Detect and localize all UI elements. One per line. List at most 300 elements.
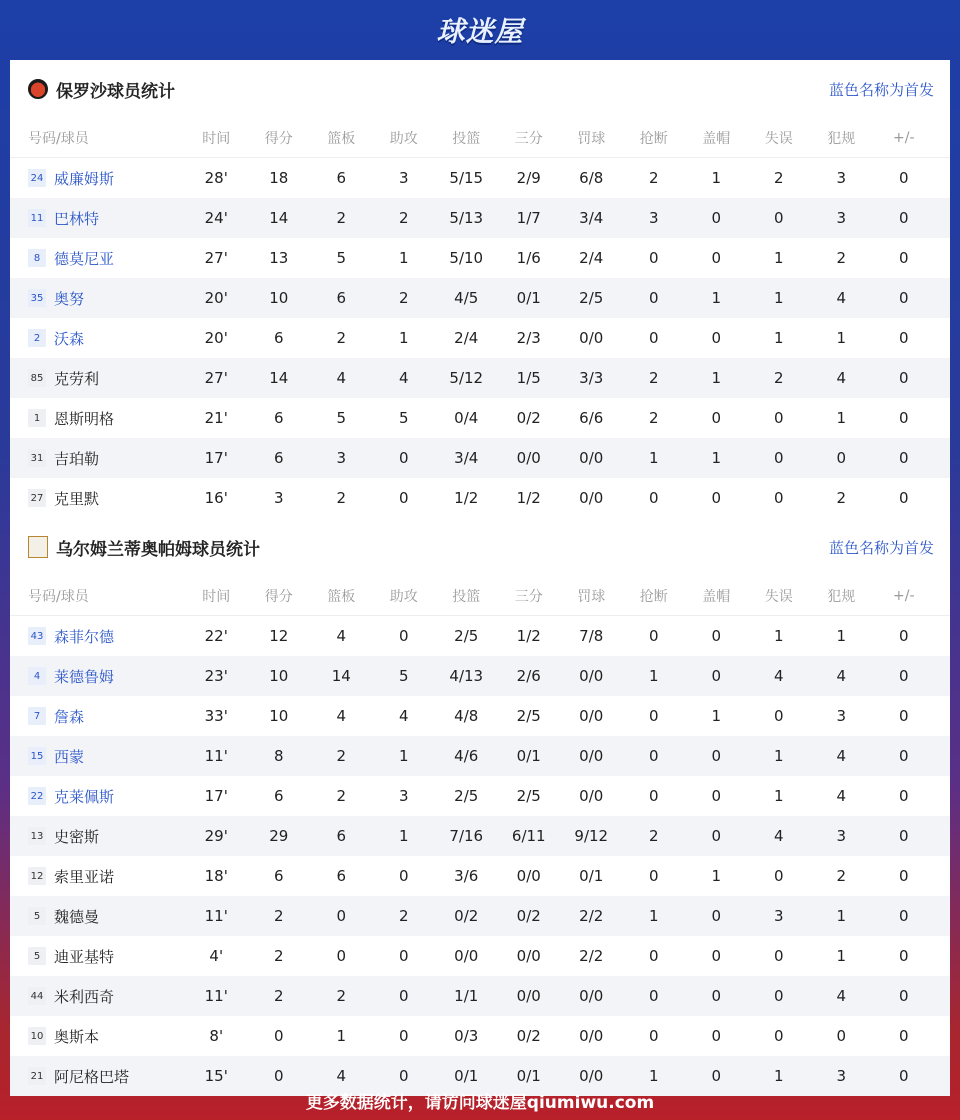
stat-cell: 1 — [711, 449, 722, 467]
player-row[interactable] — [10, 158, 950, 198]
column-header: 号码/球员 — [28, 588, 89, 605]
jersey-number-badge: 43 — [28, 627, 46, 645]
column-header: 得分 — [264, 130, 293, 147]
team-section — [10, 60, 950, 518]
stat-cell: 3 — [836, 827, 847, 845]
column-header: 投篮 — [452, 588, 481, 605]
stat-cell: 0 — [711, 1067, 722, 1085]
player-name[interactable]: 恩斯明格 — [54, 409, 115, 428]
team-title — [28, 535, 260, 560]
stat-cell: 1 — [648, 1067, 659, 1085]
jersey-number-badge: 5 — [28, 907, 46, 925]
stat-cell: 1 — [336, 1027, 347, 1045]
stat-cell: 0 — [711, 209, 722, 227]
stat-cell: 2 — [336, 489, 347, 507]
stat-cell: 1 — [836, 907, 847, 925]
stat-cell: 11' — [204, 907, 228, 925]
player-name[interactable]: 奥斯本 — [54, 1027, 100, 1046]
player-name[interactable]: 阿尼格巴塔 — [54, 1067, 130, 1086]
stat-cell: 2/2 — [579, 907, 604, 925]
player-name[interactable]: 沃森 — [54, 329, 85, 348]
stat-cell: 2/2 — [579, 947, 604, 965]
stat-cell: 4 — [773, 827, 784, 845]
stat-cell: 0 — [898, 947, 909, 965]
stat-cell: 2/9 — [516, 169, 541, 187]
stat-cell: 2 — [273, 907, 284, 925]
stat-cell: 5/12 — [449, 369, 484, 387]
jersey-number-badge: 85 — [28, 369, 46, 387]
stat-cell: 0 — [898, 987, 909, 1005]
stat-cell: 0 — [898, 1027, 909, 1045]
stat-cell: 1 — [773, 1067, 784, 1085]
jersey-number-badge: 1 — [28, 409, 46, 427]
column-header: +/- — [893, 587, 915, 604]
stat-cell: 6 — [273, 867, 284, 885]
stat-cell: 4 — [336, 707, 347, 725]
stat-cell: 0 — [398, 1027, 409, 1045]
stat-cell: 0 — [273, 1067, 284, 1085]
player-cell — [10, 208, 185, 229]
column-header: 抢断 — [639, 588, 668, 605]
stat-cell: 28' — [204, 169, 228, 187]
stat-cell: 6 — [336, 169, 347, 187]
player-cell — [10, 168, 185, 189]
stat-cell: 3/4 — [579, 209, 604, 227]
stat-cell: 0 — [648, 787, 659, 805]
column-header: 罚球 — [577, 130, 606, 147]
stat-cell: 4/5 — [454, 289, 479, 307]
stat-cell: 1/5 — [516, 369, 541, 387]
stat-cell: 1 — [773, 747, 784, 765]
team-name: 保罗沙球员统计 — [56, 81, 175, 102]
stat-cell: 5/13 — [449, 209, 484, 227]
stat-cell: 2/3 — [516, 329, 541, 347]
stat-cell: 7/8 — [579, 627, 604, 645]
player-cell — [10, 288, 185, 309]
column-header: 篮板 — [327, 130, 356, 147]
stats-card — [10, 60, 950, 1086]
stat-cell: 2 — [648, 409, 659, 427]
stat-cell: 4 — [336, 1067, 347, 1085]
stat-cell: 2 — [336, 787, 347, 805]
stat-cell: 2 — [648, 827, 659, 845]
team-name: 乌尔姆兰蒂奥帕姆球员统计 — [56, 539, 260, 560]
stat-cell: 0/0 — [579, 747, 604, 765]
player-row[interactable] — [10, 856, 950, 896]
stat-cell: 17' — [204, 449, 228, 467]
stat-cell: 33' — [204, 707, 228, 725]
stat-cell: 1 — [711, 867, 722, 885]
player-row[interactable] — [10, 776, 950, 816]
player-row[interactable] — [10, 976, 950, 1016]
player-name[interactable]: 魏德曼 — [54, 907, 100, 926]
player-name[interactable]: 克劳利 — [54, 369, 100, 388]
stat-cell: 2 — [648, 169, 659, 187]
stat-cell: 0 — [898, 369, 909, 387]
stat-cell: 1/6 — [516, 249, 541, 267]
stat-cell: 0/0 — [579, 329, 604, 347]
player-name[interactable]: 克里默 — [54, 489, 100, 508]
stat-cell: 2/5 — [454, 787, 479, 805]
stat-cell: 0 — [398, 947, 409, 965]
player-name[interactable]: 森菲尔德 — [54, 627, 115, 646]
stat-cell: 0 — [898, 907, 909, 925]
player-row[interactable] — [10, 238, 950, 278]
stat-cell: 4/6 — [454, 747, 479, 765]
stat-cell: 0/0 — [579, 987, 604, 1005]
basketball-logo-icon — [28, 79, 48, 99]
column-header: 时间 — [202, 130, 231, 147]
stat-cell: 0/0 — [454, 947, 479, 965]
stat-cell: 1 — [836, 627, 847, 645]
stat-cell: 1 — [648, 449, 659, 467]
column-header: 三分 — [514, 588, 543, 605]
stat-cell: 0 — [711, 1027, 722, 1045]
stat-cell: 0 — [648, 1027, 659, 1045]
jersey-number-badge: 24 — [28, 169, 46, 187]
stat-cell: 2 — [336, 209, 347, 227]
stat-cell: 2/4 — [454, 329, 479, 347]
stat-cell: 0 — [711, 947, 722, 965]
stat-cell: 3 — [836, 1067, 847, 1085]
stat-cell: 0/0 — [579, 707, 604, 725]
column-header: 盖帽 — [702, 130, 731, 147]
stat-cell: 21' — [204, 409, 228, 427]
column-header: 三分 — [514, 130, 543, 147]
column-header: 抢断 — [639, 130, 668, 147]
stat-cell: 0/1 — [516, 1067, 541, 1085]
stat-cell: 5 — [398, 667, 409, 685]
player-row[interactable] — [10, 198, 950, 238]
stat-cell: 0/0 — [516, 947, 541, 965]
stat-cell: 10 — [269, 667, 289, 685]
stat-cell: 3 — [398, 787, 409, 805]
stat-cell: 0 — [773, 489, 784, 507]
player-name[interactable]: 米利西奇 — [54, 987, 115, 1006]
stat-cell: 0 — [648, 867, 659, 885]
stat-cell: 0 — [398, 867, 409, 885]
player-cell — [10, 706, 185, 727]
player-name[interactable]: 迪亚基特 — [54, 947, 115, 966]
stat-cell: 0 — [836, 1027, 847, 1045]
stat-cell: 2 — [773, 169, 784, 187]
column-header: 盖帽 — [702, 588, 731, 605]
player-row[interactable] — [10, 438, 950, 478]
stat-cell: 0/0 — [579, 1067, 604, 1085]
stat-cell: 1/2 — [516, 627, 541, 645]
stat-cell: 0 — [898, 627, 909, 645]
stat-cell: 1 — [398, 747, 409, 765]
stat-cell: 0/2 — [454, 907, 479, 925]
player-row[interactable] — [10, 696, 950, 736]
column-header: +/- — [893, 129, 915, 146]
stat-cell: 2/5 — [579, 289, 604, 307]
stat-cell: 14 — [331, 667, 351, 685]
footer-banner[interactable] — [0, 1080, 960, 1120]
stat-cell: 0/0 — [579, 489, 604, 507]
stat-cell: 3 — [336, 449, 347, 467]
stat-cell: 17' — [204, 787, 228, 805]
stat-cell: 0 — [648, 707, 659, 725]
stat-cell: 1/7 — [516, 209, 541, 227]
player-row[interactable] — [10, 478, 950, 518]
stat-cell: 1 — [711, 707, 722, 725]
stat-cell: 11' — [204, 747, 228, 765]
jersey-number-badge: 13 — [28, 827, 46, 845]
player-name[interactable]: 克莱佩斯 — [54, 787, 115, 806]
stat-cell: 15' — [204, 1067, 228, 1085]
stat-cell: 7/16 — [449, 827, 484, 845]
stat-cell: 6 — [273, 787, 284, 805]
stat-cell: 2/6 — [516, 667, 541, 685]
stat-cell: 2 — [336, 747, 347, 765]
player-name[interactable]: 索里亚诺 — [54, 867, 115, 886]
stat-cell: 6 — [336, 827, 347, 845]
column-header: 犯规 — [827, 588, 856, 605]
brand-logo-text: 球迷屋 — [436, 15, 524, 48]
stat-cell: 0 — [898, 169, 909, 187]
stat-cell: 0 — [398, 449, 409, 467]
stat-cell: 0 — [711, 249, 722, 267]
stat-cell: 3/4 — [454, 449, 479, 467]
stat-cell: 4' — [209, 947, 224, 965]
stat-cell: 4 — [836, 987, 847, 1005]
stat-cell: 0/0 — [516, 449, 541, 467]
stat-cell: 8 — [273, 747, 284, 765]
stat-cell: 0 — [711, 627, 722, 645]
stat-cell: 27' — [204, 369, 228, 387]
stat-cell: 0 — [898, 867, 909, 885]
player-name[interactable]: 史密斯 — [54, 827, 100, 846]
stat-cell: 0 — [898, 667, 909, 685]
jersey-number-badge: 5 — [28, 947, 46, 965]
stat-cell: 2 — [398, 289, 409, 307]
stat-cell: 1 — [398, 249, 409, 267]
section-header — [10, 60, 950, 118]
player-cell — [10, 368, 185, 389]
stat-cell: 5 — [398, 409, 409, 427]
stat-cell: 2/5 — [516, 707, 541, 725]
stat-cell: 4 — [398, 707, 409, 725]
stat-cell: 0 — [336, 907, 347, 925]
player-row[interactable] — [10, 736, 950, 776]
stat-cell: 0 — [398, 987, 409, 1005]
stat-cell: 0 — [773, 707, 784, 725]
stat-cell: 1/2 — [516, 489, 541, 507]
player-name[interactable]: 吉珀勒 — [54, 449, 100, 468]
player-row[interactable] — [10, 1016, 950, 1056]
player-name[interactable]: 德莫尼亚 — [54, 249, 115, 268]
stat-cell: 1 — [711, 289, 722, 307]
player-row[interactable] — [10, 278, 950, 318]
stat-cell: 18' — [204, 867, 228, 885]
team-section — [10, 518, 950, 1096]
stat-cell: 9/12 — [574, 827, 609, 845]
player-cell — [10, 488, 185, 509]
jersey-number-badge: 31 — [28, 449, 46, 467]
player-row[interactable] — [10, 816, 950, 856]
player-name[interactable]: 詹森 — [54, 707, 85, 726]
stat-cell: 0 — [648, 627, 659, 645]
stat-cell: 2 — [273, 987, 284, 1005]
player-name[interactable]: 威廉姆斯 — [54, 169, 115, 188]
player-row[interactable] — [10, 318, 950, 358]
player-cell — [10, 826, 185, 847]
stat-cell: 1 — [711, 369, 722, 387]
stat-cell: 0 — [898, 827, 909, 845]
stat-cell: 1 — [711, 169, 722, 187]
player-row[interactable] — [10, 398, 950, 438]
stat-cell: 0 — [773, 449, 784, 467]
stat-cell: 0 — [836, 449, 847, 467]
stat-cell: 1 — [648, 907, 659, 925]
stat-cell: 1 — [836, 947, 847, 965]
stat-cell: 4 — [836, 747, 847, 765]
stat-cell: 0/3 — [454, 1027, 479, 1045]
stat-cell: 3/3 — [579, 369, 604, 387]
stat-cell: 0 — [711, 827, 722, 845]
stat-cell: 2/5 — [454, 627, 479, 645]
stat-cell: 0 — [711, 747, 722, 765]
player-row[interactable] — [10, 656, 950, 696]
stat-cell: 0/0 — [579, 449, 604, 467]
stat-cell: 0/2 — [516, 409, 541, 427]
player-name[interactable]: 西蒙 — [54, 747, 85, 766]
stat-cell: 0 — [711, 987, 722, 1005]
stat-cell: 0 — [648, 249, 659, 267]
stat-cell: 0 — [273, 1027, 284, 1045]
stat-cell: 5 — [336, 249, 347, 267]
stat-cell: 0 — [711, 409, 722, 427]
stat-cell: 0 — [336, 947, 347, 965]
player-name[interactable]: 奥努 — [54, 289, 85, 308]
column-header: 篮板 — [327, 588, 356, 605]
stat-cell: 6/6 — [579, 409, 604, 427]
jersey-number-badge: 4 — [28, 667, 46, 685]
stat-cell: 6/11 — [511, 827, 546, 845]
stat-cell: 4 — [836, 369, 847, 387]
stat-cell: 3 — [398, 169, 409, 187]
player-cell — [10, 248, 185, 269]
column-header-row — [10, 576, 950, 616]
jersey-number-badge: 10 — [28, 1027, 46, 1045]
stat-cell: 1 — [773, 249, 784, 267]
section-header — [10, 518, 950, 576]
stat-cell: 6 — [273, 329, 284, 347]
stat-cell: 2 — [336, 329, 347, 347]
player-cell — [10, 986, 185, 1007]
stat-cell: 29' — [204, 827, 228, 845]
player-row[interactable] — [10, 896, 950, 936]
stat-cell: 2 — [398, 907, 409, 925]
column-header-row — [10, 118, 950, 158]
jersey-number-badge: 11 — [28, 209, 46, 227]
player-name[interactable]: 巴林特 — [54, 209, 100, 228]
stat-cell: 10 — [269, 289, 289, 307]
stat-cell: 0/1 — [516, 747, 541, 765]
column-header: 失误 — [764, 130, 793, 147]
stat-cell: 12 — [269, 627, 289, 645]
stat-cell: 4 — [836, 787, 847, 805]
stat-cell: 29 — [269, 827, 289, 845]
column-header: 失误 — [764, 588, 793, 605]
stat-cell: 1 — [398, 329, 409, 347]
stat-cell: 0/0 — [516, 867, 541, 885]
player-cell — [10, 786, 185, 807]
player-cell — [10, 746, 185, 767]
player-cell — [10, 408, 185, 429]
stat-cell: 1/1 — [454, 987, 479, 1005]
stat-cell: 0 — [711, 667, 722, 685]
stat-cell: 1/2 — [454, 489, 479, 507]
stat-cell: 0 — [773, 409, 784, 427]
stat-cell: 0 — [773, 209, 784, 227]
stat-cell: 1 — [773, 627, 784, 645]
jersey-number-badge: 44 — [28, 987, 46, 1005]
stat-cell: 0 — [648, 987, 659, 1005]
stat-cell: 5 — [336, 409, 347, 427]
stat-cell: 22' — [204, 627, 228, 645]
stat-cell: 3 — [773, 907, 784, 925]
stat-cell: 1 — [773, 329, 784, 347]
stat-cell: 0 — [398, 627, 409, 645]
stat-cell: 0 — [898, 249, 909, 267]
stat-cell: 1 — [648, 667, 659, 685]
column-header: 投篮 — [452, 130, 481, 147]
stat-cell: 0 — [648, 329, 659, 347]
stat-cell: 2 — [773, 369, 784, 387]
jersey-number-badge: 27 — [28, 489, 46, 507]
stat-cell: 2 — [648, 369, 659, 387]
stat-cell: 1 — [398, 827, 409, 845]
stat-cell: 14 — [269, 369, 289, 387]
player-row[interactable] — [10, 616, 950, 656]
stat-cell: 0 — [648, 489, 659, 507]
stat-cell: 13 — [269, 249, 289, 267]
stat-cell: 2 — [836, 489, 847, 507]
column-header: 助攻 — [389, 588, 418, 605]
stat-cell: 6/8 — [579, 169, 604, 187]
stat-cell: 4 — [398, 369, 409, 387]
player-name[interactable]: 莱德鲁姆 — [54, 667, 115, 686]
player-cell — [10, 328, 185, 349]
brand-header — [0, 0, 960, 60]
stat-cell: 0 — [898, 289, 909, 307]
jersey-number-badge: 7 — [28, 707, 46, 725]
stat-cell: 0 — [648, 747, 659, 765]
jersey-number-badge: 21 — [28, 1067, 46, 1085]
player-cell — [10, 946, 185, 967]
stat-cell: 3 — [273, 489, 284, 507]
stat-cell: 0/1 — [516, 289, 541, 307]
jersey-number-badge: 22 — [28, 787, 46, 805]
stat-cell: 6 — [273, 449, 284, 467]
stat-cell: 0 — [773, 1027, 784, 1045]
player-row[interactable] — [10, 358, 950, 398]
stat-cell: 4 — [773, 667, 784, 685]
column-header: 助攻 — [389, 130, 418, 147]
stat-cell: 1 — [773, 787, 784, 805]
jersey-number-badge: 15 — [28, 747, 46, 765]
stat-cell: 0 — [898, 747, 909, 765]
stat-cell: 0 — [648, 289, 659, 307]
player-row[interactable] — [10, 936, 950, 976]
team-crest-icon — [28, 536, 48, 558]
stat-cell: 23' — [204, 667, 228, 685]
stat-cell: 0 — [398, 1067, 409, 1085]
stat-cell: 3 — [836, 169, 847, 187]
column-header: 号码/球员 — [28, 130, 89, 147]
